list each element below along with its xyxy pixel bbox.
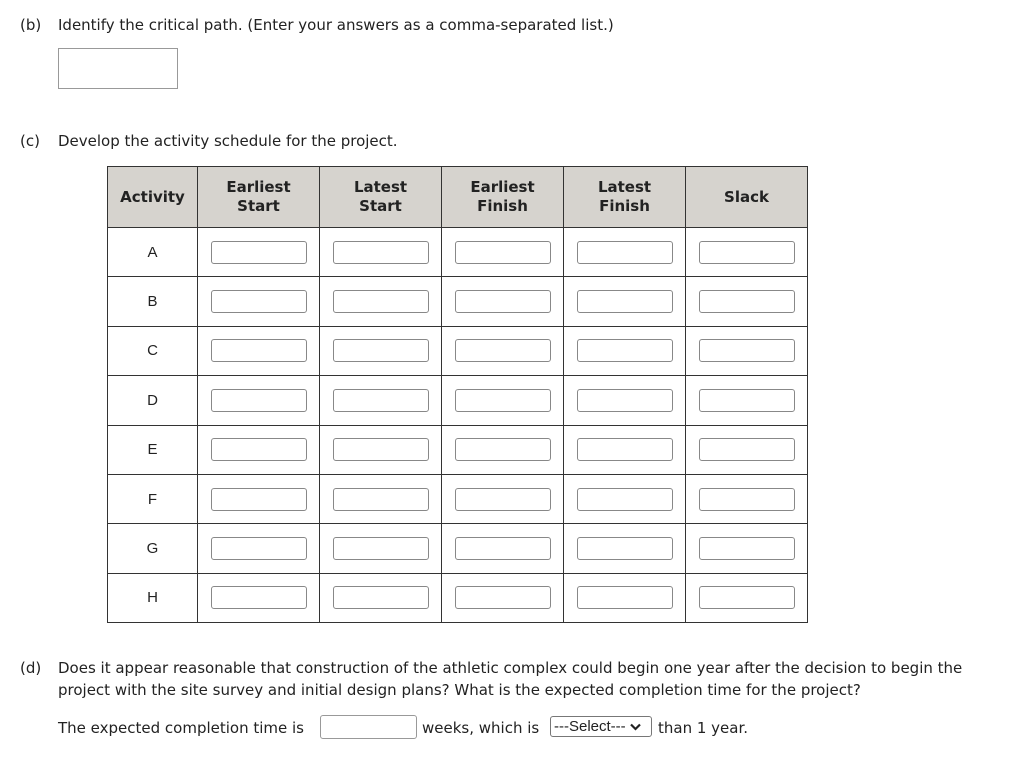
- activity-name: G: [108, 524, 198, 573]
- table-cell: [564, 425, 686, 474]
- table-cell: [320, 573, 442, 622]
- schedule-input[interactable]: [699, 438, 795, 461]
- schedule-input[interactable]: [455, 241, 551, 264]
- table-cell: [320, 376, 442, 425]
- schedule-input[interactable]: [577, 389, 673, 412]
- table-cell: [198, 474, 320, 523]
- table-cell: [686, 277, 808, 326]
- column-header: Earliest Finish: [442, 167, 564, 228]
- schedule-input[interactable]: [211, 241, 307, 264]
- part-b-label: (b): [20, 16, 42, 34]
- table-row: [108, 228, 808, 277]
- part-c-label: (c): [20, 132, 40, 150]
- table-cell: [320, 524, 442, 573]
- table-cell: [564, 474, 686, 523]
- part-b-question: Identify the critical path. (Enter your answers as a comma-separated list.): [58, 16, 614, 34]
- table-cell: [564, 573, 686, 622]
- table-cell: [198, 277, 320, 326]
- activity-schedule-table: [107, 166, 808, 623]
- table-cell: [442, 376, 564, 425]
- schedule-input[interactable]: [577, 586, 673, 609]
- table-cell: [686, 573, 808, 622]
- schedule-input[interactable]: [699, 537, 795, 560]
- schedule-input[interactable]: [333, 537, 429, 560]
- schedule-input[interactable]: [455, 537, 551, 560]
- schedule-input[interactable]: [211, 488, 307, 511]
- schedule-input[interactable]: [577, 241, 673, 264]
- select-value: ---Select---: [554, 718, 626, 735]
- table-row: [108, 425, 808, 474]
- schedule-input[interactable]: [577, 438, 673, 461]
- schedule-input[interactable]: [577, 537, 673, 560]
- table-cell: [686, 524, 808, 573]
- activity-name: E: [108, 425, 198, 474]
- part-d-question-line1: Does it appear reasonable that construction of the athletic complex could begin one year after the decision to begin the: [58, 659, 963, 677]
- schedule-input[interactable]: [455, 389, 551, 412]
- table-row: [108, 277, 808, 326]
- table-cell: [442, 474, 564, 523]
- table-cell: [564, 376, 686, 425]
- table-cell: [320, 326, 442, 375]
- table-cell: [320, 425, 442, 474]
- schedule-input[interactable]: [455, 488, 551, 511]
- table-row: [108, 474, 808, 523]
- schedule-input[interactable]: [455, 339, 551, 362]
- schedule-input[interactable]: [455, 438, 551, 461]
- table-cell: [564, 228, 686, 277]
- schedule-input[interactable]: [211, 339, 307, 362]
- schedule-input[interactable]: [211, 389, 307, 412]
- activity-name: H: [108, 573, 198, 622]
- table-cell: [198, 425, 320, 474]
- table-cell: [442, 326, 564, 375]
- table-cell: [442, 524, 564, 573]
- column-header: Slack: [686, 167, 808, 228]
- schedule-input[interactable]: [577, 488, 673, 511]
- schedule-input[interactable]: [333, 290, 429, 313]
- schedule-input[interactable]: [333, 339, 429, 362]
- schedule-input[interactable]: [699, 339, 795, 362]
- schedule-input[interactable]: [333, 241, 429, 264]
- schedule-input[interactable]: [455, 586, 551, 609]
- schedule-input[interactable]: [699, 488, 795, 511]
- schedule-input[interactable]: [333, 389, 429, 412]
- table-cell: [564, 277, 686, 326]
- part-c-question: Develop the activity schedule for the project.: [58, 132, 398, 150]
- schedule-input[interactable]: [333, 488, 429, 511]
- table-cell: [686, 425, 808, 474]
- table-cell: [686, 326, 808, 375]
- activity-name: D: [108, 376, 198, 425]
- table-cell: [442, 425, 564, 474]
- chevron-down-icon: [630, 723, 641, 731]
- table-cell: [564, 326, 686, 375]
- table-cell: [198, 524, 320, 573]
- schedule-input[interactable]: [333, 438, 429, 461]
- table-cell: [686, 376, 808, 425]
- table-cell: [320, 228, 442, 277]
- table-cell: [686, 228, 808, 277]
- schedule-input[interactable]: [699, 586, 795, 609]
- activity-name: B: [108, 277, 198, 326]
- schedule-input[interactable]: [699, 241, 795, 264]
- column-header: Earliest Start: [198, 167, 320, 228]
- table-cell: [564, 524, 686, 573]
- table-row: [108, 326, 808, 375]
- table-row: [108, 376, 808, 425]
- critical-path-input[interactable]: [58, 48, 178, 89]
- table-cell: [198, 326, 320, 375]
- part-d-question-line2: project with the site survey and initial design plans? What is the expected completion time for the project?: [58, 681, 861, 699]
- schedule-input[interactable]: [333, 586, 429, 609]
- table-cell: [198, 228, 320, 277]
- schedule-input[interactable]: [211, 537, 307, 560]
- completion-prefix: The expected completion time is: [58, 719, 304, 737]
- table-row: [108, 573, 808, 622]
- completion-middle: weeks, which is: [422, 719, 540, 737]
- table-cell: [442, 277, 564, 326]
- schedule-input[interactable]: [211, 438, 307, 461]
- activity-name: A: [108, 228, 198, 277]
- schedule-input[interactable]: [211, 290, 307, 313]
- column-header: Latest Start: [320, 167, 442, 228]
- table-cell: [442, 573, 564, 622]
- table-cell: [320, 474, 442, 523]
- table-row: [108, 524, 808, 573]
- schedule-input[interactable]: [699, 290, 795, 313]
- table-cell: [198, 376, 320, 425]
- table-cell: [442, 228, 564, 277]
- part-d-label: (d): [20, 659, 42, 677]
- column-header: Activity: [108, 167, 198, 228]
- table-cell: [198, 573, 320, 622]
- activity-name: F: [108, 474, 198, 523]
- completion-time-input[interactable]: [320, 715, 417, 739]
- activity-name: C: [108, 326, 198, 375]
- table-cell: [320, 277, 442, 326]
- schedule-input[interactable]: [455, 290, 551, 313]
- comparison-select[interactable]: [550, 716, 652, 737]
- column-header: Latest Finish: [564, 167, 686, 228]
- table-cell: [686, 474, 808, 523]
- completion-suffix: than 1 year.: [658, 719, 749, 737]
- schedule-input[interactable]: [699, 389, 795, 412]
- schedule-input[interactable]: [577, 290, 673, 313]
- schedule-input[interactable]: [211, 586, 307, 609]
- schedule-input[interactable]: [577, 339, 673, 362]
